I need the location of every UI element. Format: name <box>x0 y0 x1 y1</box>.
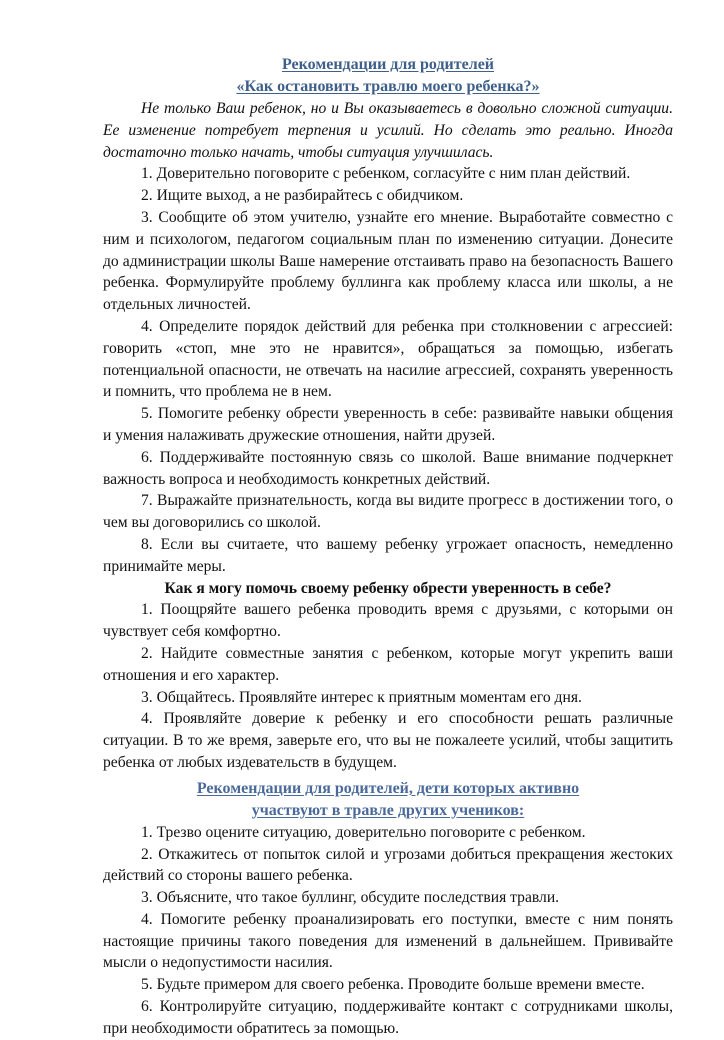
list-item: 3. Объясните, что такое буллинг, обсудите последствия травли. <box>141 889 560 907</box>
list-item: 3. Сообщите об этом учителю, узнайте его мнение. Выработайте совместно с ним и психологом, педагогом социальным план по изменению ситуации. Донесите до администрации школы Ваше намерение отстаивать право на безопасность Вашего ребенка. Формулируйте проблему буллинга как проблему класса или школы, а не отдельных личностей. <box>103 208 673 314</box>
list-item: 2. Откажитесь от попыток силой и угрозами добиться прекращения жестоких действий со стороны вашего ребенка. <box>103 845 673 885</box>
list-item: 5. Помогите ребенку обрести уверенность в себе: развивайте навыки общения и умения налаживать дружеские отношения, найти друзей. <box>103 405 673 444</box>
list-item: 4. Проявляйте доверие к ребенку и его способности решать различные ситуации. В то же время, заверьте его, что вы не пожалеете усилий, чтобы защитить ребенка от любых издевательств в будущем. <box>103 710 673 771</box>
list-item: 6. Поддерживайте постоянную связь со школой. Ваше внимание подчеркнет важность вопроса и необходимость конкретных действий. <box>103 448 673 488</box>
section2-list <box>103 599 673 773</box>
list-item: 1. Поощряйте вашего ребенка проводить время с друзьями, с которыми он чувствует себя комфортно. <box>103 601 673 641</box>
section1-title-line2: «Как остановить травлю моего ребенка?» <box>236 78 540 95</box>
section3-title-line1: Рекомендации для родителей, дети которых активно <box>196 779 580 797</box>
list-item: 1. Доверительно поговорите с ребенком, согласуйте с ним план действий. <box>141 165 631 183</box>
list-item: 2. Найдите совместные занятия с ребенком, которые могут укрепить ваши отношения и его характер. <box>103 644 673 684</box>
section1-list <box>103 163 673 577</box>
list-item: 5. Будьте примером для своего ребенка. Проводите больше времени вместе. <box>141 976 645 994</box>
list-item: 2. Ищите выход, а не разбирайтесь с обидчиком. <box>141 187 464 205</box>
list-item: 7. Выражайте признательность, когда вы видите прогресс в достижении того, о чем вы договорились со школой. <box>103 492 673 532</box>
document-page <box>103 54 673 1040</box>
section3-list <box>103 822 673 1040</box>
section1-intro: Не только Ваш ребенок, но и Вы оказываетесь в довольно сложной ситуации. Ее изменение потребует терпения и усилий. Но сделать это реально. Иногда достаточно только начать, чтобы ситуация улучшилась. <box>103 100 673 161</box>
section1-title-line1: Рекомендации для родителей <box>281 56 495 73</box>
section3-title-line2: участвуют в травле других учеников: <box>251 801 525 819</box>
list-item: 4. Определите порядок действий для ребенка при столкновении с агрессией: говорить «стоп, мне это не нравится», обращаться за помощью, избегать потенциальной опасности, не отвечать на насилие агрессией, сохранять уверенность и помнить, что проблема не в нем. <box>103 317 673 401</box>
section2-heading: Как я могу помочь своему ребенку обрести уверенность в себе? <box>164 579 612 597</box>
list-item: 3. Общайтесь. Проявляйте интерес к приятным моментам его дня. <box>141 688 582 706</box>
list-item: 6. Контролируйте ситуацию, поддерживайте контакт с сотрудниками школы, при необходимости обратитесь за помощью. <box>103 998 673 1037</box>
list-item: 1. Трезво оцените ситуацию, доверительно поговорите с ребенком. <box>141 823 586 841</box>
list-item: 8. Если вы считаете, что вашему ребенку угрожает опасность, немедленно принимайте меры. <box>103 535 673 575</box>
list-item: 4. Помогите ребенку проанализировать его поступки, вместе с ним понять настоящие причины такого поведения для изменений в дальнейшем. Прививайте мысли о недопустимости насилия. <box>103 910 673 972</box>
